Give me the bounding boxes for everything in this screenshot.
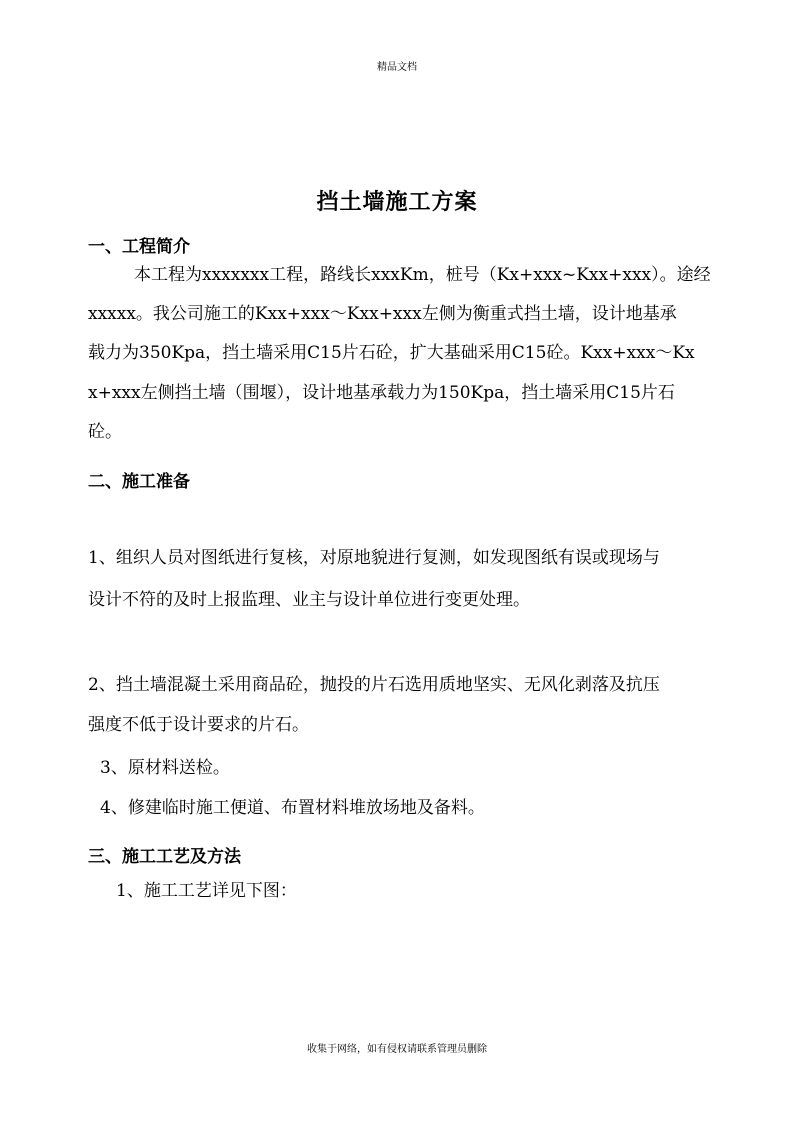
section-heading-process: 三、施工工艺及方法: [88, 847, 241, 867]
list-item-line: 3、原材料送检。: [100, 758, 230, 778]
list-item-line: 1、施工工艺详见下图：: [116, 881, 297, 901]
page-footer: 收集于网络，如有侵权请联系管理员删除: [307, 1044, 487, 1055]
page-header: 精品文档: [377, 62, 417, 73]
section-heading-overview: 一、工程简介: [88, 237, 190, 257]
list-item-line: 强度不低于设计要求的片石。: [88, 715, 309, 735]
paragraph-line: 载力为350Kpa，挡土墙采用C15片石砼，扩大基础采用C15砼。Kxx+xxx～Kx: [88, 343, 695, 363]
paragraph-line: x+xxx左侧挡土墙（围堰），设计地基承载力为150Kpa，挡土墙采用C15片石: [88, 383, 675, 403]
list-item-line: 2、挡土墙混凝土采用商品砼，抛投的片石选用质地坚实、无风化剥落及抗压: [88, 675, 660, 695]
section-heading-preparation: 二、施工准备: [88, 472, 190, 492]
paragraph-line: 本工程为xxxxxxx工程，路线长xxxKm，桩号（Kx+xxx~Kxx+xxx）。途经: [134, 265, 711, 285]
list-item-line: 设计不符的及时上报监理、业主与设计单位进行变更处理。: [88, 590, 530, 610]
document-title: 挡土墙施工方案: [316, 189, 478, 215]
paragraph-line: xxxxx。我公司施工的Kxx+xxx～Kxx+xxx左侧为衡重式挡土墙，设计地基承: [88, 304, 677, 324]
list-item-line: 1、组织人员对图纸进行复核，对原地貌进行复测，如发现图纸有误或现场与: [88, 548, 660, 568]
paragraph-line: 砼。: [88, 422, 122, 442]
list-item-line: 4、修建临时施工便道、布置材料堆放场地及备料。: [100, 798, 485, 818]
